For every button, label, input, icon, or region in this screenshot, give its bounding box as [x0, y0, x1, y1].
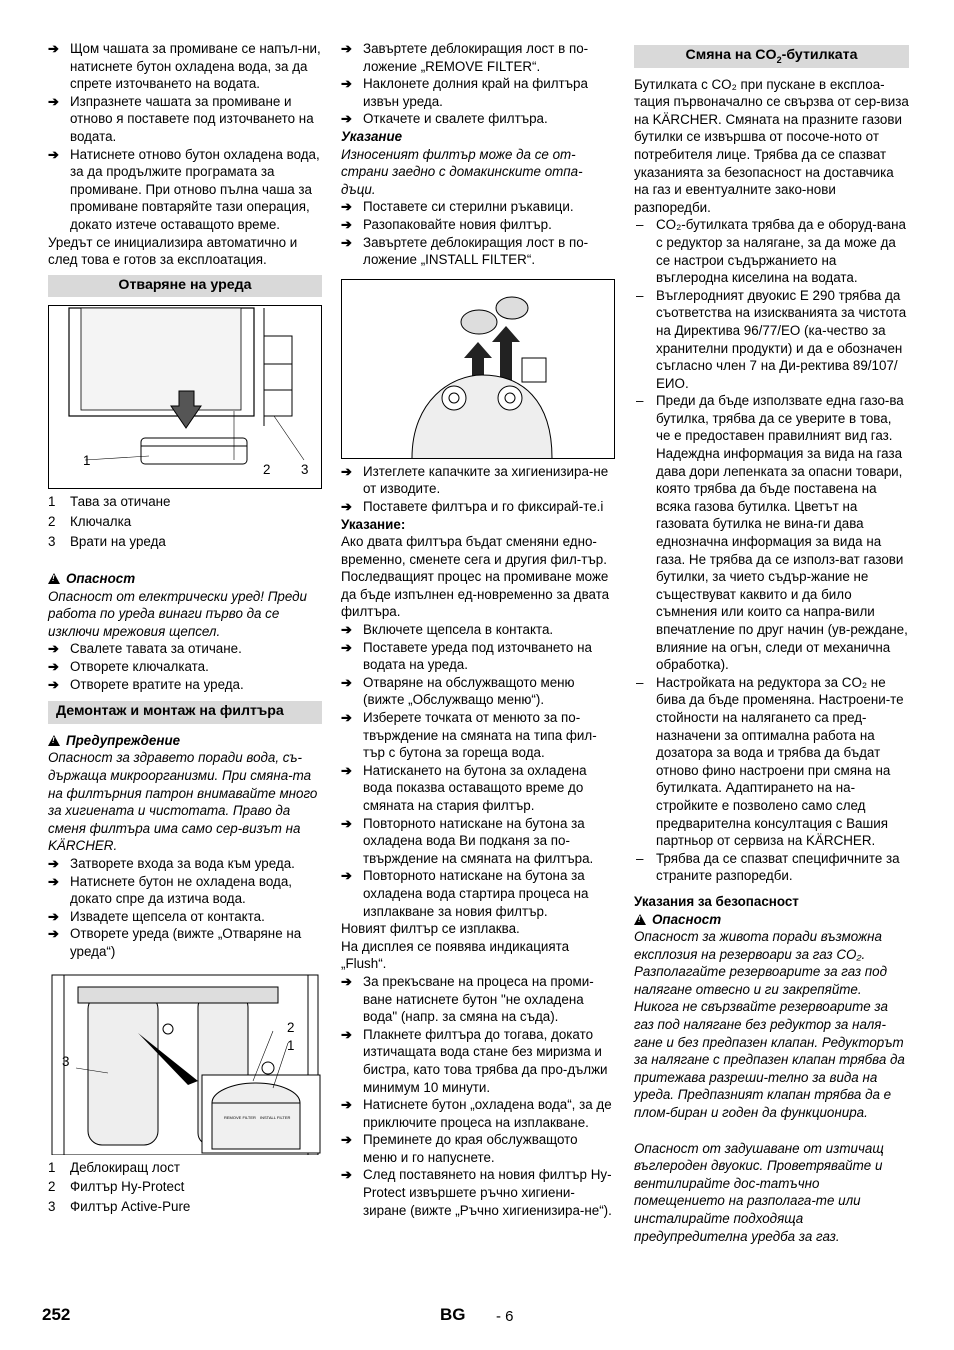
legend-item: 2 Ключалка [48, 513, 132, 529]
note-text: Ако двата филтъра бъдат сменяни едно-временно, сменете сега и другия фил-тър. Последващият процес на промиване може да бъде изпълнен ед-новременно за двата филтъра. [341, 534, 610, 620]
step: ➔ Плакнете филтъра до тогава, докато изтичащата вода стане без миризма и бистра, като това трябва да про-дължи минимум 10 минути. [341, 1026, 615, 1096]
legend-item: 1 Деблокиращ лост [48, 1159, 181, 1175]
danger-title: !Опасност [48, 570, 322, 588]
warning-triangle-icon [634, 914, 646, 925]
column-1 [48, 40, 322, 1215]
figure-opening [48, 305, 322, 489]
step: ➔ Повторното натискане на бутона за охладена вода Ви подканя за по-твърждение на смяната на филтъра. [341, 815, 615, 868]
section-heading-filter: Демонтаж и монтаж на филтъра [48, 701, 322, 724]
step: ➔ Щом чашата за промиване се напъл-ни, натиснете бутон охладена вода, за да спрете източването на водата. [48, 40, 322, 93]
step: ➔ Включете щепсела в контакта. [341, 621, 615, 639]
figure-label-2: 2 [287, 1019, 295, 1035]
step: ➔ Отворете вратите на уреда. [48, 676, 322, 694]
step: ➔ Наклонете долния край на филтъра извън уреда. [341, 75, 615, 110]
step: ➔ Свалете тавата за отичане. [48, 640, 322, 658]
step: ➔ Натискането на бутона за охладена вода показва оставащото време до смяната на стария филтър. [341, 762, 615, 815]
list-item: – Въглеродният двуокис Е 290 трябва да съответства на изискванията за чистота на Директива 96/77/ЕО (ка-чество за хранителни продукти) и да е обозначен съгласно член 7 на Ди-ректива 89/107/ЕИО. [634, 287, 909, 393]
list-item: – Трябва да се спазват специфичните за страните разпоредби. [634, 850, 909, 885]
step: ➔ Отворете ключалката. [48, 658, 322, 676]
plain-text: На дисплея се появява индикацията „Flush“. [341, 938, 570, 972]
page-number: 252 [42, 1305, 71, 1324]
step: ➔ Поставете си стерилни ръкавици. [341, 198, 615, 216]
step: ➔ След поставянето на новия филтър Hy-Protect извършете ръчно хигиени-зиране (вижте „Ръчно хигиенизира-не“). [341, 1166, 615, 1219]
figure-install-filter [341, 279, 615, 459]
figure-label-3: 3 [62, 1053, 70, 1069]
step: ➔ Отваряне на обслужващото меню (вижте „Обслужващо меню“). [341, 674, 615, 709]
danger-text: Опасност за живота поради възможна експлозия на резервоари за газ CO₂. Разполагайте резервоарите за газ под налягане отвесно и ги закрепяйте. Никога не свързвайте резервоарите за газ под налягане без редуктор за наля-гане и без предпазен клапан. Редукторът за налягане с предпазен клапан трябва да притежава разреши-телно за вида на уреда. Предпазният клапан трябва да е плом-биран и годен да функционира. [634, 929, 905, 1121]
legend-item: 3 Врати на уреда [48, 533, 166, 549]
safety-heading: Указания за безопасност [634, 893, 799, 909]
list-item: – Преди да бъде използвате една газо-ва бутилка, трябва да се уверите в това, че е предоставен правилният вид газ. Надеждна информация за вида на газа дава дори лепенката за опасни товари, която трябва да бъде поставена на всяка газова бутилка. Цветът на газовата бутилка не вина-ги дава еднозначна информация за вида на газа. Не трябва да се използ-ват газови бутилки, за чието съдър-жание не съществуват каквито и да било съмнения или които са напра-вили впечатление по друг начин (ув-реждане, влияние на огън, следи от механична обработка). [634, 392, 909, 674]
step: ➔ Разопаковайте новия филтър. [341, 216, 615, 234]
figure-label-1: 1 [287, 1037, 295, 1053]
warning-text: Опасност за здравето поради вода, съ-държаща микроорганизми. При смяна-та на филтърния патрон внимавайте много за хигиената и чистотата. Право да сменя филтъра има само сер-визът на KÄRCHER. [48, 750, 318, 854]
danger-text: Опасност от задушаване от изтичащ въглероден двуокис. Проветрявайте и вентилирайте дос-татъчно помещението на разполага-те или инсталирайте подходяща предупредителна уредба за газ. [634, 1140, 884, 1244]
step: ➔ Поставете уреда под източването на водата на уреда. [341, 639, 615, 674]
step: ➔ Изпразнете чашата за промиване и отново я поставете под източването на водата. [48, 93, 322, 146]
figure-label-2: 2 [263, 462, 271, 478]
warning-triangle-icon [48, 735, 60, 746]
intro-note: Уредът се инициализира автоматично и след това е готов за експлоатация. [48, 234, 298, 268]
step: ➔ Натиснете бутон „охладена вода“, за де приключите процеса на изплакване. [341, 1096, 615, 1131]
section-heading-co2: Смяна на $CO_2$-бутилката [634, 45, 909, 68]
step: ➔ Натиснете отново бутон охладена вода, за да продължите програмата за промиване. При отново пълна чаша за промиване повтаряйте тази операция, докато изтече оставащото време. [48, 146, 322, 234]
danger-text: Опасност от електрически уред! Преди работа по уреда винаги първо да се изключи мрежовия щепсел. [48, 588, 307, 639]
danger-title: !Опасност [634, 911, 909, 929]
legend-item: 2 Филтър Hy-Protect [48, 1179, 185, 1195]
step: ➔ Изберете точката от менюто за по-твърждение на смяната на типа фил-тър с бутона за гореща вода. [341, 709, 615, 762]
co2-intro: Бутилката с CO₂ при пускане в експлоа-тация първоначално се свързва от сер-виза на KÄRCHER. Смяната на празните газови бутилки се извършва от посоче-ното от потребителя лице. Трябва да се спазват указанията за безопасност на доставчика на газ и евентуалните зако-нови разпоредби. [634, 76, 909, 215]
note-title: Указание: [341, 516, 406, 532]
warning-title: !Предупреждение [48, 732, 322, 750]
plain-text: Новият филтър се изплаква. [341, 921, 520, 937]
list-item: – CO₂-бутилката трябва да е оборуд-вана с редуктор за налягане, за да може да се настрои съдържанието на въглеродна киселина на водата. [634, 216, 909, 286]
section-heading-opening: Отваряне на уреда [48, 275, 322, 298]
legend-opening [48, 493, 322, 550]
language-code: BG [440, 1305, 466, 1324]
list-item: – Настройката на редуктора за CO₂ не бива да бъде променяна. Настроени-те стойности на налягането са пред-назначени за оптимална работа на дозатора за вода и трябва да бъдат отново фино настроени при смяна на бутилката. Адаптирането на на-стройките е позволено само след предварителна консултация с Вашия партньор от сервиза на KÄRCHER. [634, 674, 909, 850]
inset-label-install: INSTALL FILTER [260, 1114, 291, 1120]
step: ➔ Поставете филтъра и го фиксирай-те.i [341, 498, 615, 516]
inset-label-remove: REMOVE FILTER [224, 1114, 256, 1120]
figure-filter-drawing [48, 973, 322, 1155]
step: ➔ Повторното натискане на бутона за охладена вода стартира процеса на изплакване за новия филтър. [341, 867, 615, 920]
legend-item: 1 Тава за отичане [48, 494, 171, 510]
warning-triangle-icon [48, 573, 60, 584]
figure-filter [48, 973, 322, 1155]
step: ➔ Откачете и свалете филтъра. [341, 110, 615, 128]
figure-label-3: 3 [301, 462, 309, 478]
legend-item: 3 Филтър Active-Pure [48, 1198, 191, 1214]
step: ➔ Завъртете деблокиращия лост в по-ложение „REMOVE FILTER“. [341, 40, 615, 75]
step: ➔ Изтеглете капачките за хигиенизира-не от изводите. [341, 463, 615, 498]
note-title: Указание [341, 128, 403, 144]
sub-page-number: - 6 [496, 1308, 514, 1325]
column-2 [341, 40, 615, 1219]
legend-filter [48, 1159, 322, 1216]
step: ➔ Натиснете бутон не охладена вода, докато спре да изтича вода. [48, 873, 322, 908]
step: ➔ Завъртете деблокиращия лост в по-ложение „INSTALL FILTER“. [341, 234, 615, 269]
column-3 [634, 40, 909, 1245]
figure-install-drawing [342, 280, 614, 458]
note-text: Износеният филтър може да се от-страни заедно с домакинските отпа-дъци. [341, 146, 583, 197]
figure-label-1: 1 [83, 453, 91, 469]
step: ➔ Преминете до края обслужващото меню и го напуснете. [341, 1131, 615, 1166]
intro-steps [48, 40, 322, 234]
step: ➔ Извадете щепсела от контакта. [48, 908, 322, 926]
step: ➔ Отворете уреда (вижте „Отваряне на уреда“) [48, 925, 322, 960]
step: ➔ За прекъсване на процеса на проми-ване натиснете бутон "не охладена вода" (напр. за смяна на съда). [341, 973, 615, 1026]
step: ➔ Затворете входа за вода към уреда. [48, 855, 322, 873]
